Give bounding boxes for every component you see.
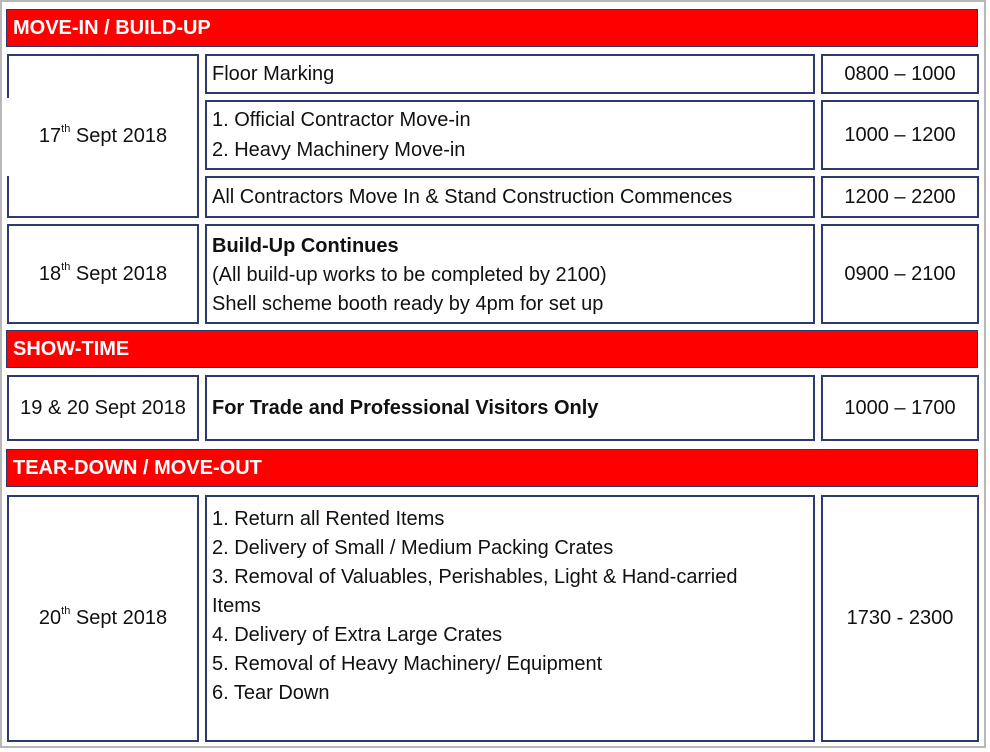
activity-line: 6. Tear Down — [212, 682, 330, 704]
activity-line: 1. Return all Rented Items — [212, 508, 445, 530]
activity-line: 2. Delivery of Small / Medium Packing Crates — [212, 537, 614, 559]
time-text: 0900 – 2100 — [844, 262, 956, 285]
time-text: 1000 – 1200 — [844, 123, 956, 146]
section-header-tear-down — [6, 449, 978, 487]
date-cell-20-sept — [7, 495, 199, 742]
time-cell — [821, 100, 979, 170]
section-header-show-time — [6, 330, 978, 368]
date-cell-17-sept — [7, 54, 199, 218]
time-text: 1730 - 2300 — [846, 607, 954, 629]
time-text: 1000 – 1700 — [844, 396, 956, 419]
activity-line: 1. Official Contractor Move-in — [212, 109, 471, 131]
activity-line: 2. Heavy Machinery Move-in — [212, 139, 466, 161]
activity-cell — [205, 375, 815, 441]
activity-line: 5. Removal of Heavy Machinery/ Equipment — [212, 653, 603, 675]
time-cell — [821, 54, 979, 94]
date-text: 19 & 20 Sept 2018 — [20, 396, 186, 419]
activity-line: (All build-up works to be completed by 2100) — [212, 263, 607, 286]
date-text: 20th Sept 2018 — [38, 605, 168, 629]
time-cell — [821, 375, 979, 441]
section-title: SHOW-TIME — [13, 337, 130, 360]
activity-cell — [205, 54, 815, 94]
time-text: 1200 – 2200 — [844, 185, 956, 208]
section-header-move-in — [6, 9, 978, 47]
date-cell-18-sept — [7, 224, 199, 324]
date-text: 18th Sept 2018 — [38, 260, 168, 285]
section-title: TEAR-DOWN / MOVE-OUT — [13, 456, 262, 479]
activity-cell — [205, 224, 815, 324]
activity-text: Floor Marking — [212, 62, 335, 85]
activity-cell — [205, 100, 815, 170]
time-text: 0800 – 1000 — [844, 62, 956, 85]
activity-cell — [205, 495, 815, 742]
activity-text: All Contractors Move In & Stand Construction Commences — [212, 185, 733, 208]
activity-line: 3. Removal of Valuables, Perishables, Light & Hand-carried — [212, 566, 738, 588]
activity-cell — [205, 176, 815, 218]
border-gap — [5, 98, 9, 176]
activity-heading: Build-Up Continues — [212, 234, 399, 257]
section-title: MOVE-IN / BUILD-UP — [13, 16, 211, 39]
time-cell — [821, 224, 979, 324]
date-text: 17th Sept 2018 — [38, 122, 168, 147]
activity-text: For Trade and Professional Visitors Only — [212, 396, 599, 419]
activity-line: 4. Delivery of Extra Large Crates — [212, 624, 503, 646]
date-cell-19-20-sept — [7, 375, 199, 441]
time-cell — [821, 495, 979, 742]
time-cell — [821, 176, 979, 218]
activity-line: Shell scheme booth ready by 4pm for set up — [212, 292, 604, 315]
activity-line: Items — [212, 595, 261, 617]
